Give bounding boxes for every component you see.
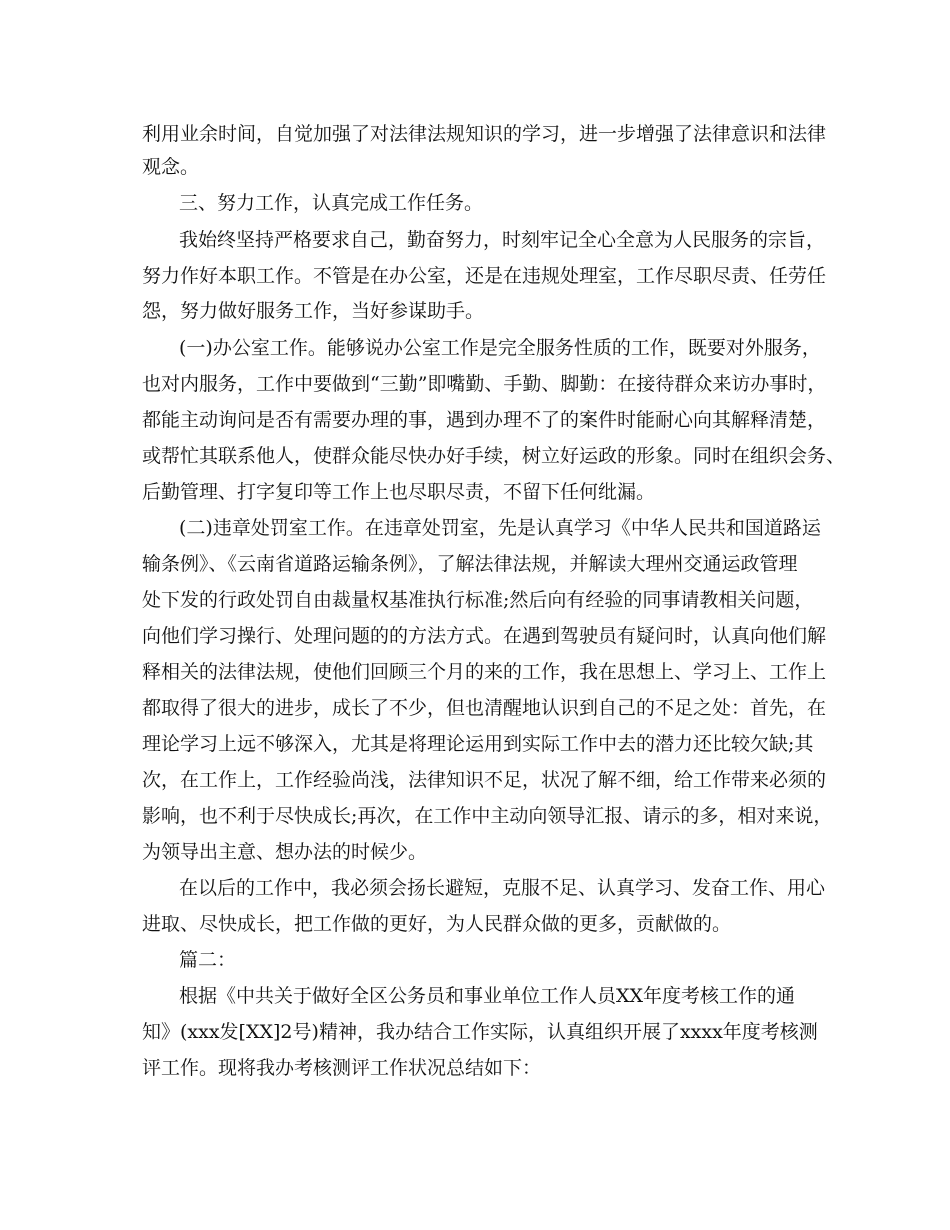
section-heading: 篇二： — [179, 949, 237, 971]
section-heading: 三、努力工作，认真完成工作任务。 — [179, 192, 484, 214]
text-line: (一)办公室工作。能够说办公室工作是完全服务性质的工作，既要对外服务， — [179, 337, 821, 359]
text-line: 释相关的法律法规，使他们回顾三个月的来的工作，我在思想上、学习上、工作上 — [142, 661, 827, 683]
text-line: 后勤管理、打字复印等工作上也尽职尽责，不留下任何纰漏。 — [142, 481, 656, 503]
text-line: 评工作。现将我办考核测评工作状况总结如下： — [142, 1057, 542, 1079]
text-line: 为领导出主意、想办法的时候少。 — [142, 841, 428, 863]
text-line: 或帮忙其联系他人，使群众能尽快办好手续，树立好运政的形象。同时在组织会务、 — [142, 445, 846, 467]
text-line: 也对内服务，工作中要做到“三勤”即嘴勤、手勤、脚勤：在接待群众来访办事时， — [142, 373, 827, 395]
text-line: 都取得了很大的进步，成长了不少，但也清醒地认识到自己的不足之处：首先，在 — [142, 697, 827, 719]
text-line: 都能主动询问是否有需要办理的事，遇到办理不了的案件时能耐心向其解释清楚， — [142, 409, 827, 431]
text-line: 根据《中共关于做好全区公务员和事业单位工作人员XX年度考核工作的通 — [179, 985, 796, 1007]
text-line: 知》(xxx发[XX]2号)精神，我办结合工作实际，认真组织开展了xxxx年度考核测 — [142, 1021, 818, 1043]
text-line: 观念。 — [142, 156, 200, 178]
text-line: 在以后的工作中，我必须会扬长避短，克服不足、认真学习、发奋工作、用心 — [179, 877, 826, 899]
text-line: 影响，也不利于尽快成长;再次，在工作中主动向领导汇报、请示的多，相对来说， — [142, 805, 833, 827]
text-line: 怨，努力做好服务工作，当好参谋助手。 — [142, 300, 485, 322]
text-line: 理论学习上远不够深入，尤其是将理论运用到实际工作中去的潜力还比较欠缺;其 — [142, 733, 814, 755]
text-line: 处下发的行政处罚自由裁量权基准执行标准;然后向有经验的同事请教相关问题， — [142, 589, 814, 611]
text-line: 利用业余时间，自觉加强了对法律法规知识的学习，进一步增强了法律意识和法律 — [142, 123, 827, 145]
text-line: (二)违章处罚室工作。在违章处罚室，先是认真学习《中华人民共和国道路运 — [179, 517, 821, 539]
text-line: 进取、尽快成长，把工作做的更好，为人民群众做的更多，贡献做的。 — [142, 913, 732, 935]
text-line: 向他们学习操行、处理问题的的方法方式。在遇到驾驶员有疑问时，认真向他们解 — [142, 625, 827, 647]
text-line: 输条例》、《云南省道路运输条例》，了解法律法规，并解读大理州交通运政管理 — [142, 553, 798, 575]
text-line: 次，在工作上，工作经验尚浅，法律知识不足，状况了解不细，给工作带来必须的 — [142, 769, 827, 791]
text-line: 我始终坚持严格要求自己，勤奋努力，时刻牢记全心全意为人民服务的宗旨， — [179, 229, 826, 251]
text-line: 努力作好本职工作。不管是在办公室，还是在违规处理室，工作尽职尽责、任劳任 — [142, 265, 827, 287]
